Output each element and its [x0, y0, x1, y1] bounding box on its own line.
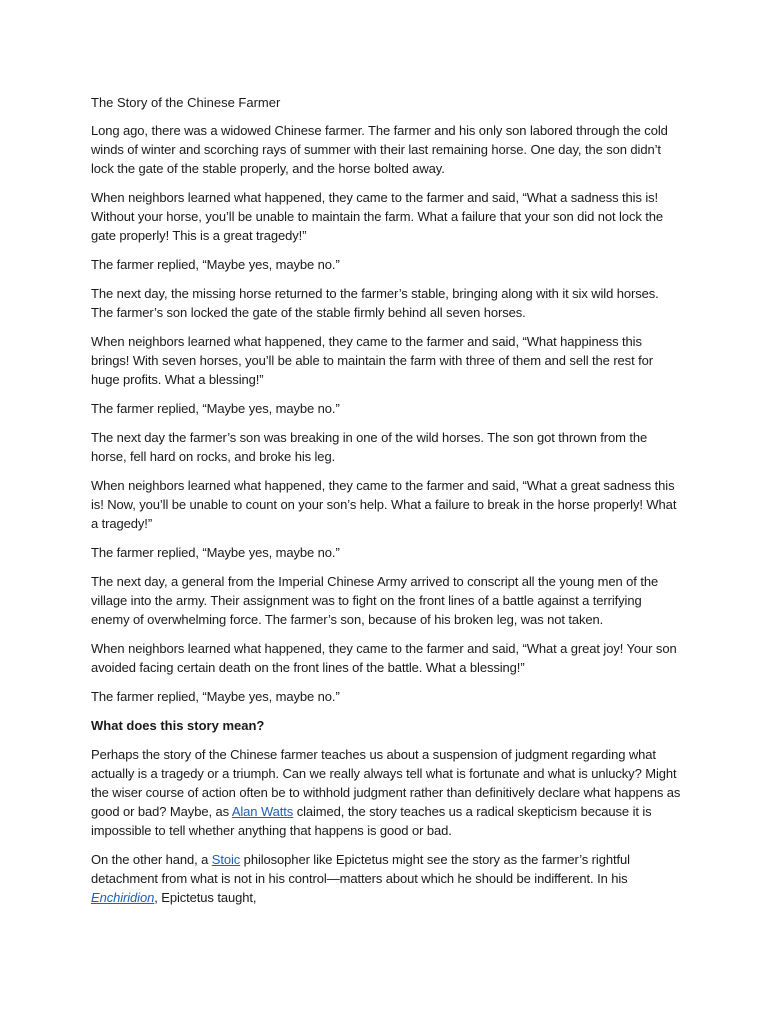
- paragraph: The farmer replied, “Maybe yes, maybe no.”: [91, 689, 340, 704]
- paragraph: The next day the farmer’s son was breaking in one of the wild horses. The son got thrown from the horse, fell hard on rocks, and broke his leg.: [91, 430, 648, 464]
- meaning-text-after: claimed, the story teaches us a radical skepticism because it is impossible to tell whether anything that happens is good or bad.: [91, 804, 652, 838]
- stoic-text-middle: philosopher like Epictetus might see the story as the farmer’s rightful detachment from what is not in his control—matters about which he should be indifferent. In his: [91, 852, 630, 886]
- paragraph: The farmer replied, “Maybe yes, maybe no.”: [91, 257, 340, 272]
- stoic-text-after: , Epictetus taught,: [154, 890, 257, 905]
- stoic-link[interactable]: Stoic: [211, 852, 241, 867]
- alan-watts-link[interactable]: Alan Watts: [231, 804, 294, 819]
- paragraph: When neighbors learned what happened, they came to the farmer and said, “What a great joy! Your son avoided facing certain death on the front lines of the battle. What a blessing!”: [91, 641, 677, 675]
- paragraph: The next day, a general from the Imperial Chinese Army arrived to conscript all the young men of the village into the army. Their assignment was to fight on the front lines of a battle against a terrifying enemy of overwhelming force. The farmer’s son, because of his broken leg, was not taken.: [91, 574, 659, 627]
- document-title: The Story of the Chinese Farmer: [91, 95, 281, 110]
- paragraph: Long ago, there was a widowed Chinese farmer. The farmer and his only son labored through the cold winds of winter and scorching rays of summer with their last remaining horse. One day, the son didn’t lock the gate of the stable properly, and the horse bolted away.: [91, 123, 668, 176]
- paragraph: The farmer replied, “Maybe yes, maybe no.”: [91, 545, 340, 560]
- paragraph: The next day, the missing horse returned to the farmer’s stable, bringing along with it six wild horses. The farmer’s son locked the gate of the stable firmly behind all seven horses.: [91, 286, 659, 320]
- paragraph: When neighbors learned what happened, they came to the farmer and said, “What a sadness this is! Without your horse, you’ll be unable to maintain the farm. What a failure that your son did not lock the gate properly! This is a great tragedy!”: [91, 190, 664, 243]
- paragraph: The farmer replied, “Maybe yes, maybe no.”: [91, 401, 340, 416]
- meaning-text-before: Perhaps the story of the Chinese farmer teaches us about a suspension of judgment regarding what actually is a tragedy or a triumph. Can we really always tell what is fortunate and what is unlucky? Might the wiser course of action often be to withhold judgment rather than definitively declare what happens as good or bad? Maybe, as: [91, 747, 681, 819]
- stoic-paragraph: [91, 850, 681, 907]
- meaning-paragraph: [91, 745, 681, 840]
- stoic-text-before: On the other hand, a: [91, 852, 212, 867]
- document-body: [91, 93, 681, 917]
- paragraph: When neighbors learned what happened, they came to the farmer and said, “What a great sadness this is! Now, you’ll be unable to count on your son’s help. What a failure to break in the horse properly! What a tragedy!”: [91, 478, 677, 531]
- section-heading: What does this story mean?: [91, 718, 265, 733]
- paragraph: When neighbors learned what happened, they came to the farmer and said, “What happiness this brings! With seven horses, you’ll be able to maintain the farm with three of them and sell the rest for huge profits. What a blessing!”: [91, 334, 653, 387]
- enchiridion-link[interactable]: Enchiridion: [91, 890, 155, 905]
